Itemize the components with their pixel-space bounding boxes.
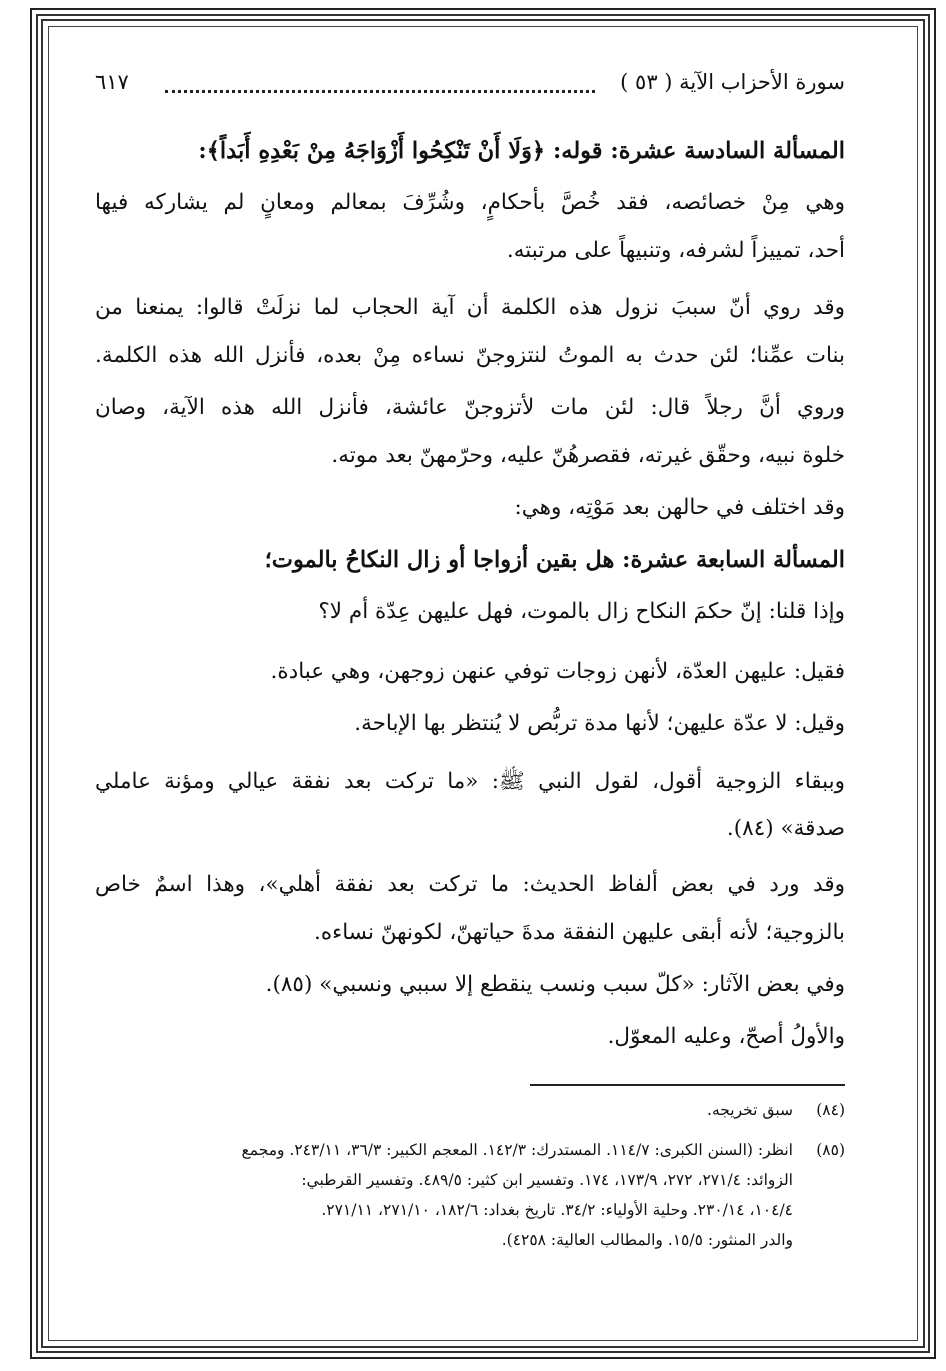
page-number: ٦١٧ <box>95 70 129 94</box>
footnote-continuation: ١٠٤/٤، ٢٣٠/١٤. وحلية الأولياء: ٣٤/٢. تاريخ بغداد: ١٨٢/٦، ٢٧١/١٠، ٢٧١/١١. <box>321 1201 793 1219</box>
footnote-marker: (٨٤) <box>816 1101 845 1119</box>
footnote-text: سبق تخريجه. <box>707 1101 793 1119</box>
running-header <box>95 70 845 104</box>
paragraph-line: خلوة نبيه، وحقّق غيرته، فقصرهُنّ عليه، وحرّمهنّ بعد موته. <box>331 443 845 468</box>
paragraph-line: أحد، تمييزاً لشرفه، وتنبيهاً على مرتبته. <box>506 238 845 263</box>
heading-issue-16: المسألة السادسة عشرة: قوله: ﴿وَلَا أَنْ تَنْكِحُوا أَزْوَاجَهُ مِنْ بَعْدِهِ أَبَداً﴾: <box>198 138 845 164</box>
header-title: سورة الأحزاب الآية ( ٥٣ ) <box>620 70 845 94</box>
page <box>95 60 845 1320</box>
footnote-text: انظر: (السنن الكبرى: ١١٤/٧. المستدرك: ١٤٢/٣. المعجم الكبير: ٣٦/٣، ٢٤٣/١١. ومجمع <box>241 1141 793 1159</box>
paragraph-line: وببقاء الزوجية أقول، لقول النبي ﷺ: «ما تركت بعد نفقة عيالي ومؤنة عاملي <box>95 769 845 794</box>
paragraph-line: صدقة» (٨٤). <box>726 816 845 841</box>
header-leader-dots <box>165 90 595 93</box>
paragraph-line: وهي مِنْ خصائصه، فقد خُصَّ بأحكامٍ، وشُرِّفَ بمعالم ومعانٍ لم يشاركه فيها <box>95 190 845 215</box>
paragraph-line: وقد روي أنّ سببَ نزول هذه الكلمة أن آية الحجاب لما نزلَتْ قالوا: يمنعنا من <box>95 295 845 320</box>
paragraph-line: بنات عمِّنا؛ لئن حدث به الموتُ لنتزوجنّ نساءه مِنْ بعده، فأنزل الله هذه الكلمة. <box>95 343 845 368</box>
paragraph-line: وقد اختلف في حالهن بعد مَوْتِه، وهي: <box>514 495 845 520</box>
paragraph-line: وفي بعض الآثار: «كلّ سبب ونسب ينقطع إلا سببي ونسبي» (٨٥). <box>265 972 845 997</box>
footnote-continuation: الزوائد: ٢٧١/٤، ٢٧٢، ١٧٣/٩، ١٧٤. وتفسير ابن كثير: ٤٨٩/٥. وتفسير القرطبي: <box>301 1171 793 1189</box>
footnote-continuation: والدر المنثور: ١٥/٥. والمطالب العالية: ٤٢٥٨). <box>501 1231 793 1249</box>
paragraph-line: وقد ورد في بعض ألفاظ الحديث: ما تركت بعد نفقة أهلي»، وهذا اسمٌ خاص <box>95 872 845 897</box>
footnote-separator <box>530 1084 845 1086</box>
paragraph-line: والأولُ أصحّ، وعليه المعوّل. <box>607 1024 845 1049</box>
paragraph-line: وقيل: لا عدّة عليهن؛ لأنها مدة تربُّص لا يُنتظر بها الإباحة. <box>354 711 845 736</box>
footnote-85 <box>95 1143 845 1159</box>
paragraph-line: فقيل: عليهن العدّة، لأنهن زوجات توفي عنهن زوجهن، وهي عبادة. <box>270 659 845 684</box>
footnote-marker: (٨٥) <box>816 1141 845 1159</box>
heading-issue-17: المسألة السابعة عشرة: هل بقين أزواجا أو زال النكاحُ بالموت؛ <box>264 547 845 573</box>
paragraph-line: وإذا قلنا: إنّ حكمَ النكاح زال بالموت، فهل عليهن عِدّة أم لا؟ <box>318 599 845 624</box>
paragraph-line: وروي أنَّ رجلاً قال: لئن مات لأتزوجنّ عائشة، فأنزل الله هذه الآية، وصان <box>95 395 845 420</box>
paragraph-line: بالزوجية؛ لأنه أبقى عليهن النفقة مدةَ حياتهنّ، لكونهنّ نساءه. <box>314 920 845 945</box>
footnote-84 <box>95 1103 845 1119</box>
